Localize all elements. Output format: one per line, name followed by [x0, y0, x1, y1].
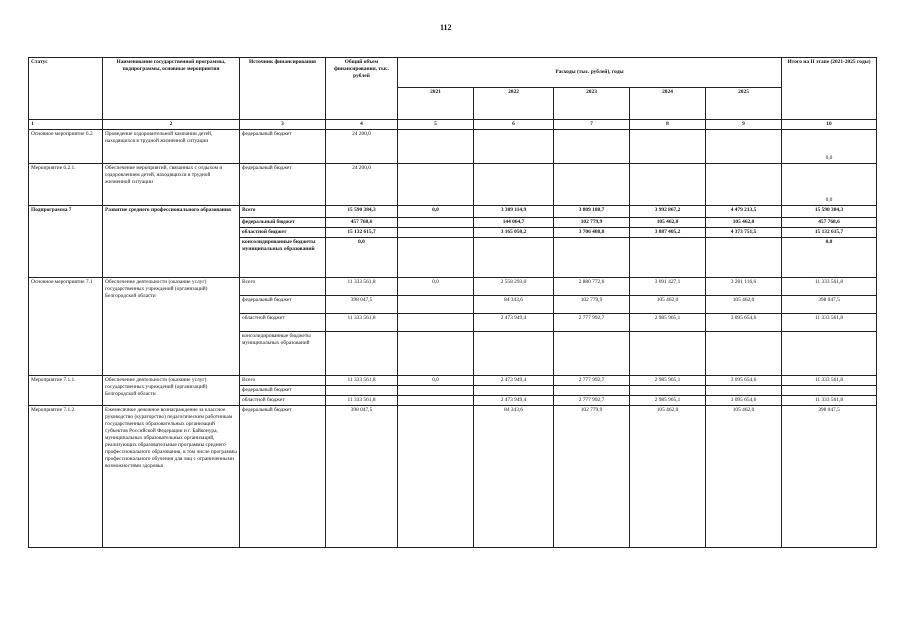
row-y2024: 3 887 405,2 — [630, 228, 706, 238]
row-status: Основное мероприятие 7.1 — [29, 278, 103, 376]
row-source: Всего — [240, 278, 326, 296]
row-total: 0,0 — [326, 238, 398, 278]
row-source: федеральный бюджет — [240, 130, 326, 164]
row-source: федеральный бюджет — [240, 296, 326, 314]
row-y2023: 2 777 992,7 — [554, 396, 630, 406]
row-y2021: 0,0 — [398, 278, 474, 296]
row-name: Развитие среднего профессионального образования — [103, 206, 240, 278]
row-y2025: 3 095 654,6 — [706, 314, 782, 332]
row-total: 11 333 561,8 — [326, 314, 398, 332]
row-total: 11 333 561,8 — [326, 278, 398, 296]
row-y2023: 102 779,9 — [554, 296, 630, 314]
row-y2025: 105 462,0 — [706, 296, 782, 314]
row-final: 11 333 561,8 — [782, 396, 877, 406]
header-year: 2023 — [554, 88, 630, 120]
row-source: областной бюджет — [240, 228, 326, 238]
row-y2023: 2 880 772,6 — [554, 278, 630, 296]
header-year: 2022 — [474, 88, 554, 120]
row-total: 24 200,0 — [326, 130, 398, 164]
row-total: 15 590 384,3 — [326, 206, 398, 218]
header-year: 2021 — [398, 88, 474, 120]
row-final: 398 047,5 — [782, 296, 877, 314]
col-number: 2 — [103, 120, 240, 130]
col-number: 3 — [240, 120, 326, 130]
row-y2025: 3 095 654,6 — [706, 376, 782, 386]
row-source: федеральный бюджет — [240, 386, 326, 396]
row-y2022: 84 343,6 — [474, 296, 554, 314]
header-name: Наименование государственной программы, подпрограммы, основные мероприятия — [103, 58, 240, 120]
row-total: 398 047,5 — [326, 296, 398, 314]
row-y2024: 2 985 965,1 — [630, 314, 706, 332]
row-y2025: 3 095 654,6 — [706, 396, 782, 406]
row-total: 24 200,0 — [326, 164, 398, 206]
row-y2022: 3 165 050,2 — [474, 228, 554, 238]
row-name: Обеспечение деятельности (оказание услуг) государственных учреждений (организаций) Белгородской области — [103, 376, 240, 406]
row-y2022: 144 064,7 — [474, 218, 554, 228]
row-status: Мероприятие 6.2.1. — [29, 164, 103, 206]
col-number: 4 — [326, 120, 398, 130]
col-number: 7 — [554, 120, 630, 130]
row-y2023: 2 777 992,7 — [554, 376, 630, 386]
row-total: 398 047,5 — [326, 406, 398, 548]
row-y2024: 105 462,0 — [630, 296, 706, 314]
table-row — [29, 278, 877, 296]
row-y2025: 4 373 751,5 — [706, 228, 782, 238]
row-y2023 — [554, 238, 630, 278]
row-source: федеральный бюджет — [240, 164, 326, 206]
row-source: Всего — [240, 206, 326, 218]
row-y2024: 3 992 867,2 — [630, 206, 706, 218]
row-y2021 — [398, 238, 474, 278]
row-final: 15 590 384,3 — [782, 206, 877, 218]
row-final: 0,0 — [782, 130, 877, 164]
row-source: федеральный бюджет — [240, 218, 326, 228]
row-y2025: 105 462,0 — [706, 406, 782, 548]
row-y2021 — [398, 218, 474, 228]
col-number: 8 — [630, 120, 706, 130]
row-y2024: 105 462,0 — [630, 406, 706, 548]
row-total: 11 333 561,8 — [326, 396, 398, 406]
row-name: Ежемесячное денежное вознаграждение за классное руководство (кураторство) педагогическим работникам государственных образовательных организаций субъектов Российской Федерации и г. Байконура, муниципальных образовательных организаций, реализующих образовательные программы среднего профессионального образования, в том числе программы профессионального обучения для лиц с ограниченными возможностями здоровья — [103, 406, 240, 548]
header-status: Статус — [29, 58, 103, 120]
row-y2021: 0,0 — [398, 206, 474, 218]
row-y2022: 2 473 949,4 — [474, 396, 554, 406]
row-y2021 — [398, 406, 474, 548]
header-year: 2025 — [706, 88, 782, 120]
header-source: Источник финансирования — [240, 58, 326, 120]
row-y2021 — [398, 228, 474, 238]
row-total: 15 132 615,7 — [326, 228, 398, 238]
row-y2023: 3 706 408,8 — [554, 228, 630, 238]
row-source: федеральный бюджет — [240, 406, 326, 548]
row-final: 11 333 561,8 — [782, 278, 877, 296]
row-y2024: 3 091 427,1 — [630, 278, 706, 296]
row-y2024: 105 462,0 — [630, 218, 706, 228]
col-number: 9 — [706, 120, 782, 130]
row-y2021 — [398, 314, 474, 332]
row-status: Подпрограмма 7 — [29, 206, 103, 278]
row-source: областной бюджет — [240, 396, 326, 406]
table-row — [29, 376, 877, 386]
row-final: 398 047,5 — [782, 406, 877, 548]
table-row — [29, 130, 877, 164]
header-expenses: Расходы (тыс. рублей), годы — [398, 58, 782, 88]
row-y2025 — [706, 238, 782, 278]
row-y2023: 3 809 188,7 — [554, 206, 630, 218]
row-name: Проведение оздоровительной кампании детей, находящихся в трудной жизненной ситуации — [103, 130, 240, 164]
row-y2025: 4 479 213,5 — [706, 206, 782, 218]
row-y2021 — [398, 396, 474, 406]
row-y2023: 102 779,9 — [554, 218, 630, 228]
row-final: 15 132 615,7 — [782, 228, 877, 238]
row-source: консолидированные бюджеты муниципальных образований — [240, 332, 326, 376]
header-year: 2024 — [630, 88, 706, 120]
row-y2021: 0,0 — [398, 376, 474, 386]
row-y2022 — [474, 238, 554, 278]
row-status: Мероприятие 7.1.2. — [29, 406, 103, 548]
row-source: консолидированные бюджеты муниципальных образований — [240, 238, 326, 278]
row-y2022: 3 309 114,9 — [474, 206, 554, 218]
row-total: 457 768,6 — [326, 218, 398, 228]
col-number: 1 — [29, 120, 103, 130]
row-status: Мероприятие 7.1.1. — [29, 376, 103, 406]
col-number: 5 — [398, 120, 474, 130]
row-y2024: 2 985 965,1 — [630, 396, 706, 406]
row-y2025: 105 462,0 — [706, 218, 782, 228]
row-y2024: 2 985 965,1 — [630, 376, 706, 386]
table-row — [29, 206, 877, 218]
table-row — [29, 164, 877, 206]
row-source: Всего — [240, 376, 326, 386]
row-final: 11 333 561,8 — [782, 314, 877, 332]
row-final: 457 768,6 — [782, 218, 877, 228]
row-y2023: 102 779,9 — [554, 406, 630, 548]
row-y2023: 2 777 992,7 — [554, 314, 630, 332]
financing-table — [28, 57, 877, 548]
row-y2024 — [630, 238, 706, 278]
header-total: Общий объем финансирования, тыс. рублей — [326, 58, 398, 120]
row-source: областной бюджет — [240, 314, 326, 332]
row-final: 11 333 561,8 — [782, 376, 877, 386]
row-total: 11 333 561,8 — [326, 376, 398, 386]
row-y2022: 2 473 949,4 — [474, 376, 554, 386]
row-status: Основное мероприятие 6.2 — [29, 130, 103, 164]
table-row — [29, 406, 877, 548]
row-y2022: 84 343,6 — [474, 406, 554, 548]
row-final: 0,0 — [782, 238, 877, 278]
row-y2021 — [398, 296, 474, 314]
row-name: Обеспечение мероприятий, связанных с отдыхом и оздоровлением детей, находящихся в трудной жизненной ситуации — [103, 164, 240, 206]
row-y2022: 2 558 293,0 — [474, 278, 554, 296]
col-number: 10 — [782, 120, 877, 130]
page-number: 112 — [440, 23, 452, 32]
row-y2025: 3 201 116,6 — [706, 278, 782, 296]
row-final: 0,0 — [782, 164, 877, 206]
row-name: Обеспечение деятельности (оказание услуг) государственных учреждений (организаций) Белгородской области — [103, 278, 240, 376]
row-y2022: 2 473 949,4 — [474, 314, 554, 332]
col-number: 6 — [474, 120, 554, 130]
header-final: Итого на II этапе (2021-2025 годы) — [782, 58, 877, 120]
